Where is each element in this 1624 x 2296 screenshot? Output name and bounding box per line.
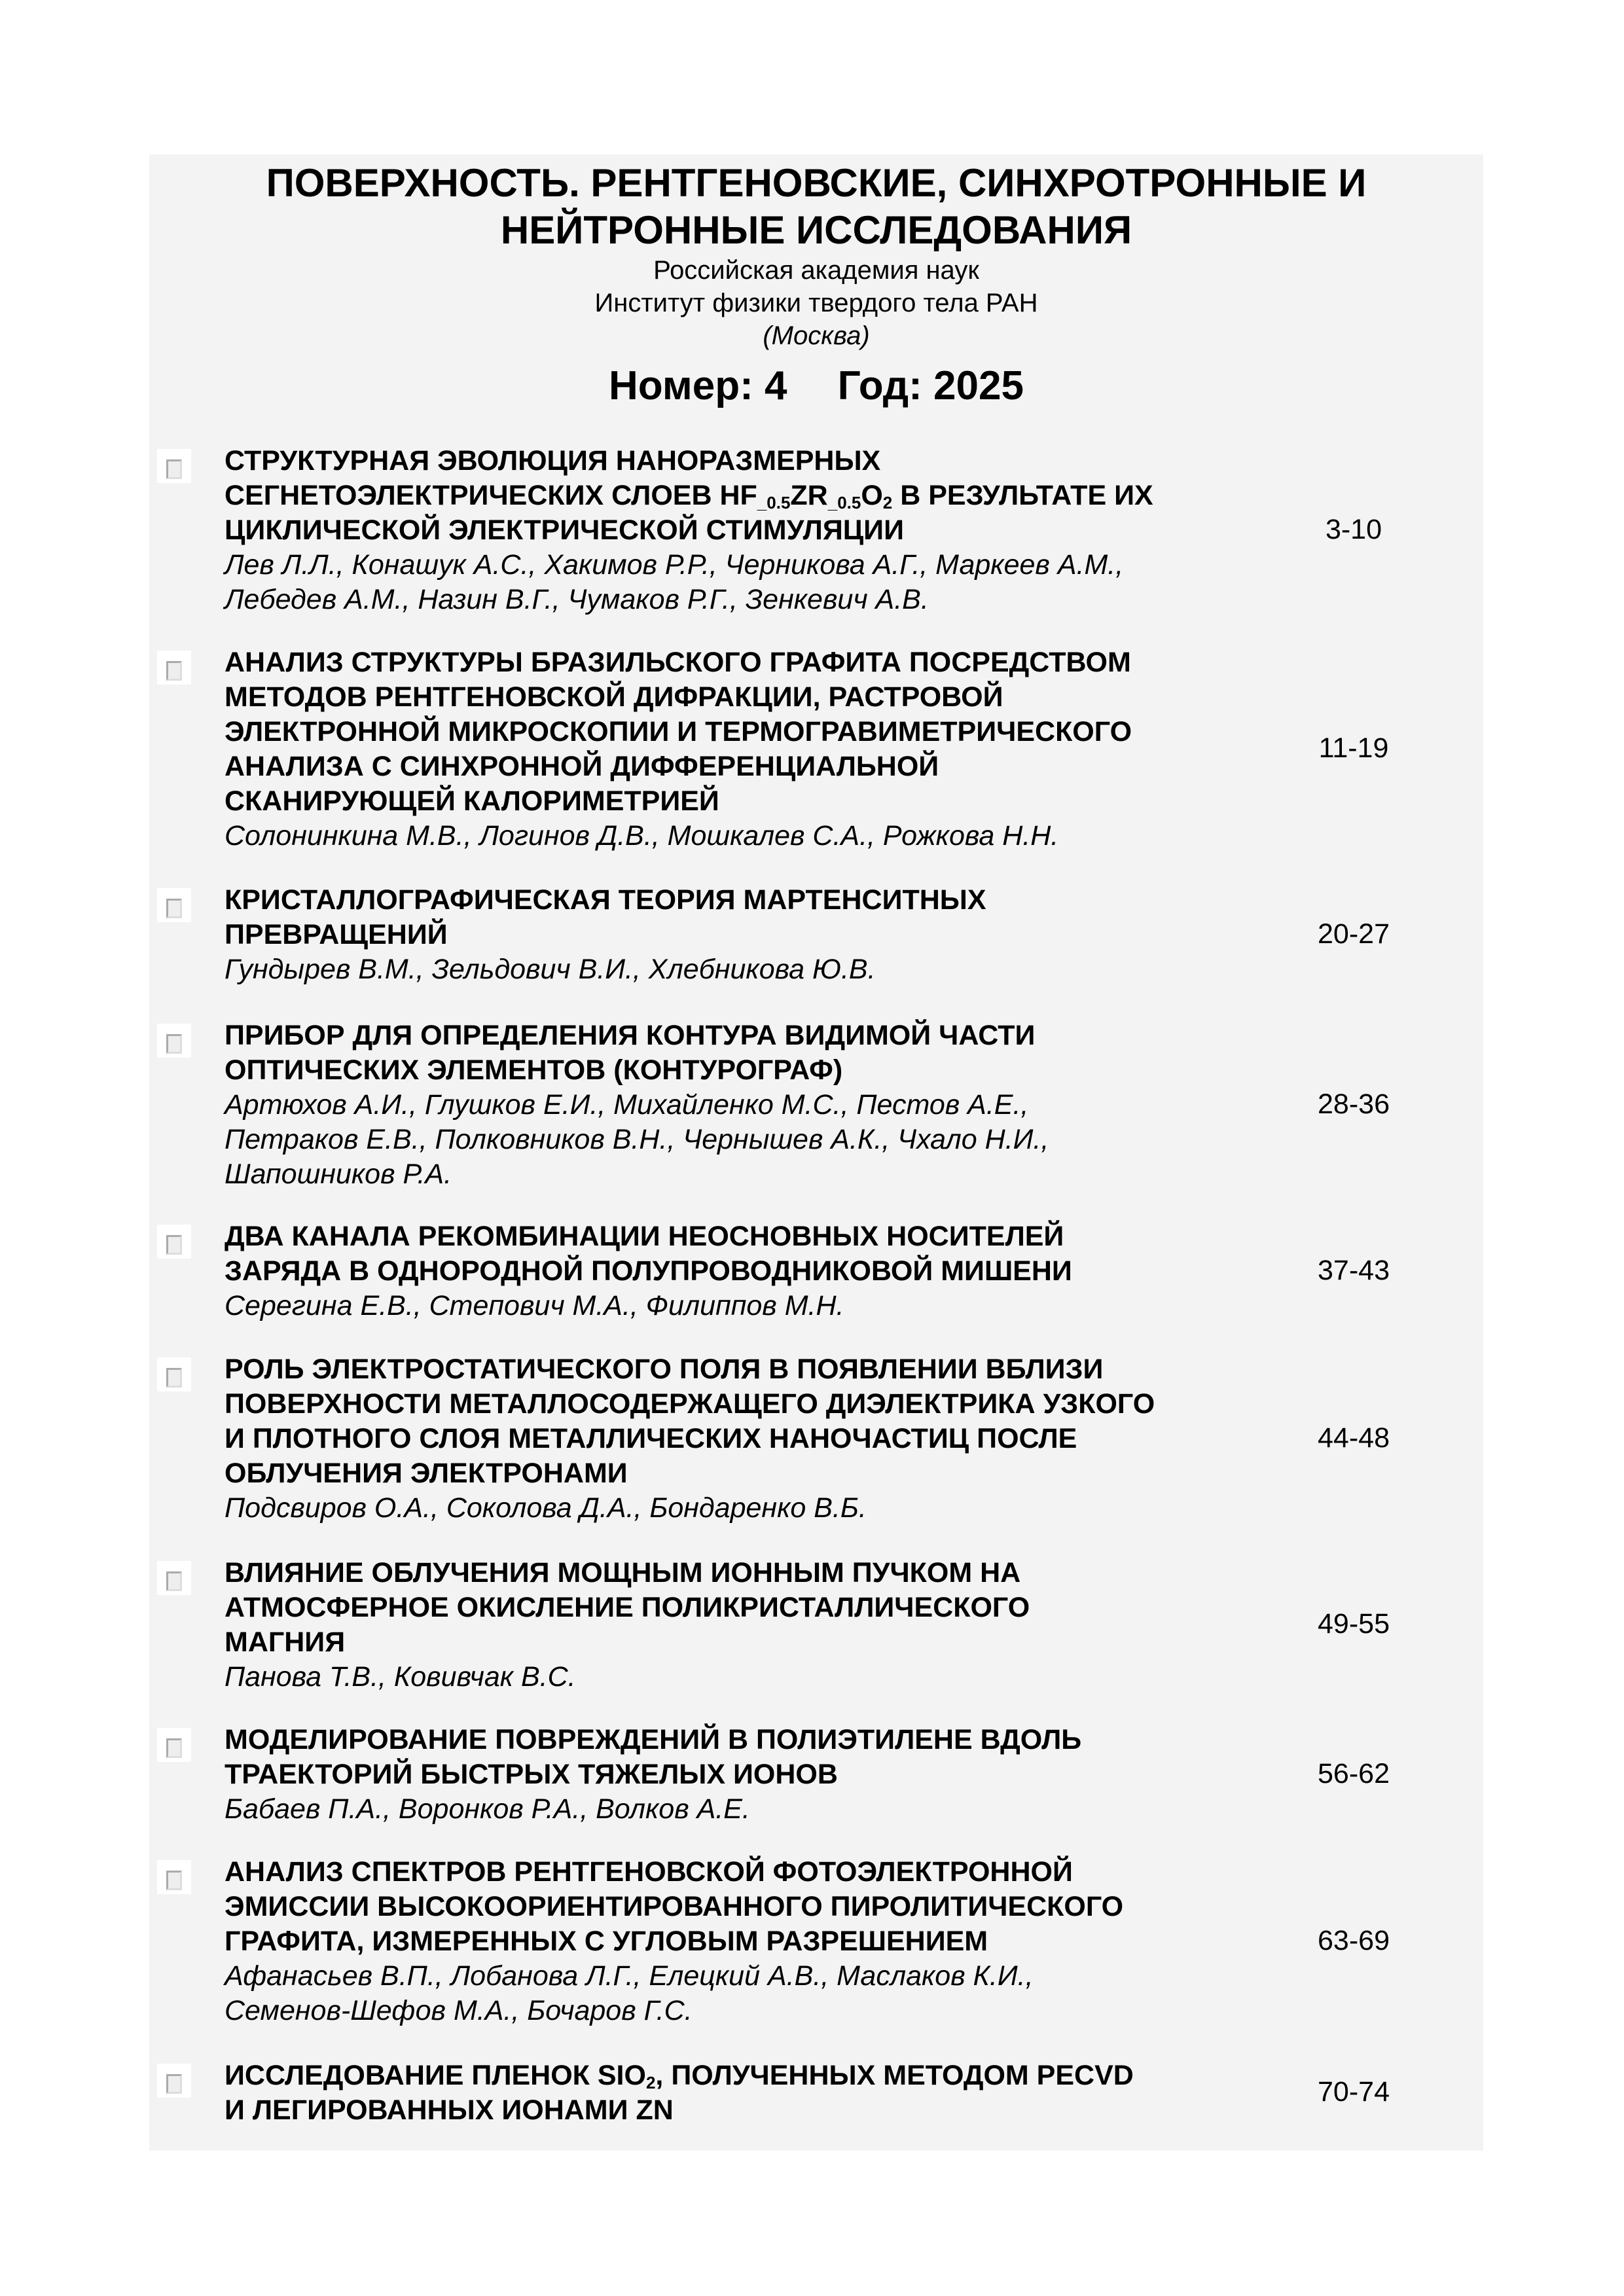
title-text: АНАЛИЗ СТРУКТУРЫ БРАЗИЛЬСКОГО ГРАФИТА ПОСРЕДСТВОМ [225,647,1131,678]
checkbox-icon[interactable] [157,1860,191,1894]
page-range: 56-62 [1318,1757,1390,1789]
title-text: АНАЛИЗА С СИНХРОННОЙ ДИФФЕРЕНЦИАЛЬНОЙ [225,751,939,782]
article-authors: Шапошников Р.А. [225,1158,452,1190]
page-range: 20-27 [1318,918,1390,950]
checkbox-icon[interactable] [157,1357,191,1391]
page-range: 63-69 [1318,1924,1390,1956]
title-line [225,1625,1259,1660]
title-text: И ПЛОТНОГО СЛОЯ МЕТАЛЛИЧЕСКИХ НАНОЧАСТИЦ ПОСЛЕ [225,1423,1077,1454]
title-text: И ЛЕГИРОВАННЫХ ИОНАМИ ZN [225,2094,674,2126]
checkbox-box [166,1368,182,1388]
title-subscript: 2 [645,2073,656,2092]
article-authors: Афанасьев В.П., Лобанова Л.Г., Елецкий А.В., Маслаков К.И., [225,1960,1034,1992]
checkbox-icon[interactable] [157,1024,191,1058]
title-line [225,1924,1259,1959]
title-subscript: 2 [882,493,893,512]
title-line [225,749,1259,784]
checkbox-box [166,1571,182,1591]
checkbox-icon[interactable] [157,449,191,483]
title-line [225,1590,1259,1625]
article-authors: Бабаев П.А., Воронков Р.А., Волков А.Е. [225,1793,750,1825]
title-text: ТРАЕКТОРИЙ БЫСТРЫХ ТЯЖЕЛЫХ ИОНОВ [225,1759,838,1790]
title-line [225,1757,1259,1792]
title-subscript: _0.5 [757,493,791,512]
title-text: АНАЛИЗ СПЕКТРОВ РЕНТГЕНОВСКОЙ ФОТОЭЛЕКТРОННОЙ [225,1856,1073,1888]
checkbox-icon[interactable] [157,1225,191,1259]
title-line [225,1723,1259,1757]
title-line [225,1387,1259,1422]
title-line [225,444,1259,478]
title-text: ДВА КАНАЛА РЕКОМБИНАЦИИ НЕОСНОВНЫХ НОСИТЕЛЕЙ [225,1221,1064,1252]
institute: Институт физики твердого тела РАН [594,289,1038,317]
title-text: ЦИКЛИЧЕСКОЙ ЭЛЕКТРИЧЕСКОЙ СТИМУЛЯЦИИ [225,514,904,546]
title-line [225,1219,1259,1254]
page-range: 11-19 [1318,732,1389,764]
article-title[interactable] [225,645,1259,819]
article-authors: Серегина Е.В., Степович М.А., Филиппов М.Н. [225,1290,844,1321]
title-line [225,1890,1259,1924]
title-text: ПОВЕРХНОСТИ МЕТАЛЛОСОДЕРЖАЩЕГО ДИЭЛЕКТРИКА УЗКОГО [225,1388,1155,1420]
title-line [225,715,1259,749]
checkbox-box [166,459,182,479]
page-range: 37-43 [1318,1254,1390,1286]
title-text: ПРЕВРАЩЕНИЙ [225,919,448,950]
title-line [225,1018,1259,1053]
title-text: В РЕЗУЛЬТАТЕ ИХ [892,480,1153,511]
article-title[interactable] [225,444,1259,548]
title-line [225,2058,1259,2093]
article-authors: Подсвиров О.А., Соколова Д.А., Бондаренко В.Б. [225,1492,867,1524]
title-line [225,1855,1259,1890]
article-title[interactable] [225,2058,1259,2128]
title-line [225,1456,1259,1491]
contents-panel [149,154,1483,2151]
title-line [225,1422,1259,1456]
article-title[interactable] [225,1018,1259,1088]
title-text: ИССЛЕДОВАНИЕ ПЛЕНОК SIO [225,2060,646,2091]
checkbox-box [166,2074,182,2094]
title-text: ЭМИССИИ ВЫСОКООРИЕНТИРОВАННОГО ПИРОЛИТИЧЕСКОГО [225,1891,1124,1922]
title-text: МАГНИЯ [225,1626,346,1658]
title-line [225,1053,1259,1088]
page-range: 49-55 [1318,1608,1390,1640]
title-text: ПРИБОР ДЛЯ ОПРЕДЕЛЕНИЯ КОНТУРА ВИДИМОЙ ЧАСТИ [225,1020,1036,1051]
title-text: O [861,480,883,511]
article-authors: Лев Л.Л., Конашук А.С., Хакимов Р.Р., Черникова А.Г., Маркеев А.М., [225,549,1124,581]
page-range: 44-48 [1318,1422,1390,1454]
checkbox-icon[interactable] [157,1561,191,1595]
checkbox-box [166,1034,182,1054]
article-authors: Петраков Е.В., Полковников В.Н., Чернышев А.К., Чхало Н.И., [225,1124,1049,1155]
checkbox-box [166,1235,182,1255]
article-authors: Лебедев А.М., Назин В.Г., Чумаков Р.Г., Зенкевич А.В. [225,584,929,615]
title-line [225,2093,1259,2128]
title-text: РОЛЬ ЭЛЕКТРОСТАТИЧЕСКОГО ПОЛЯ В ПОЯВЛЕНИИ ВБЛИЗИ [225,1354,1104,1385]
checkbox-icon[interactable] [157,1728,191,1762]
article-authors: Семенов-Шефов М.А., Бочаров Г.С. [225,1995,693,2026]
article-title[interactable] [225,883,1259,952]
title-text: КРИСТАЛЛОГРАФИЧЕСКАЯ ТЕОРИЯ МАРТЕНСИТНЫХ [225,884,986,916]
title-text: ГРАФИТА, ИЗМЕРЕННЫХ С УГЛОВЫМ РАЗРЕШЕНИЕМ [225,1926,988,1957]
title-line [225,478,1259,513]
article-authors: Артюхов А.И., Глушков Е.И., Михайленко М.С., Пестов А.Е., [225,1089,1029,1121]
article-title[interactable] [225,1556,1259,1660]
article-title[interactable] [225,1723,1259,1792]
title-line [225,1556,1259,1590]
checkbox-box [166,899,182,918]
title-text: СТРУКТУРНАЯ ЭВОЛЮЦИЯ НАНОРАЗМЕРНЫХ [225,445,881,476]
checkbox-icon[interactable] [157,2064,191,2098]
city: (Москва) [763,321,870,350]
article-authors: Панова Т.В., Ковивчак В.С. [225,1661,576,1693]
title-subscript: _0.5 [827,493,861,512]
title-text: , ПОЛУЧЕННЫХ МЕТОДОМ PECVD [655,2060,1134,2091]
checkbox-icon[interactable] [157,651,191,685]
checkbox-box [166,1738,182,1758]
journal-title [149,154,1483,352]
page-range: 3-10 [1325,513,1382,545]
title-line [225,784,1259,819]
title-text: ВЛИЯНИЕ ОБЛУЧЕНИЯ МОЩНЫМ ИОННЫМ ПУЧКОМ НА [225,1557,1021,1588]
title-text: ОБЛУЧЕНИЯ ЭЛЕКТРОНАМИ [225,1458,628,1489]
title-text: ЭЛЕКТРОННОЙ МИКРОСКОПИИ И ТЕРМОГРАВИМЕТРИЧЕСКОГО [225,716,1132,747]
title-line [225,918,1259,952]
title-text: МОДЕЛИРОВАНИЕ ПОВРЕЖДЕНИЙ В ПОЛИЭТИЛЕНЕ ВДОЛЬ [225,1724,1082,1755]
article-authors: Гундырев В.М., Зельдович В.И., Хлебникова Ю.В. [225,954,876,985]
title-text: ЗАРЯДА В ОДНОРОДНОЙ ПОЛУПРОВОДНИКОВОЙ МИШЕНИ [225,1255,1072,1287]
article-authors: Солонинкина М.В., Логинов Д.В., Мошкалев С.А., Рожкова Н.Н. [225,820,1059,852]
title-line [225,1352,1259,1387]
title-text: АТМОСФЕРНОЕ ОКИСЛЕНИЕ ПОЛИКРИСТАЛЛИЧЕСКОГО [225,1592,1030,1623]
title-text: СЕГНЕТОЭЛЕКТРИЧЕСКИХ СЛОЕВ HF [225,480,757,511]
title-line [225,883,1259,918]
checkbox-box [166,1871,182,1890]
title-text: МЕТОДОВ РЕНТГЕНОВСКОЙ ДИФРАКЦИИ, РАСТРОВОЙ [225,681,1003,713]
article-title[interactable] [225,1855,1259,1959]
page-range: 70-74 [1318,2076,1390,2108]
article-title[interactable] [225,1352,1259,1491]
article-title[interactable] [225,1219,1259,1289]
journal-title-line-2: НЕЙТРОННЫЕ ИССЛЕДОВАНИЯ [500,208,1132,252]
page-range: 28-36 [1318,1088,1390,1120]
title-text: СКАНИРУЮЩЕЙ КАЛОРИМЕТРИЕЙ [225,785,719,817]
journal-title-line-1: ПОВЕРХНОСТЬ. РЕНТГЕНОВСКИЕ, СИНХРОТРОННЫЕ И [266,161,1367,205]
title-line [225,1254,1259,1289]
title-line [225,513,1259,548]
title-text: ОПТИЧЕСКИХ ЭЛЕМЕНТОВ (КОНТУРОГРАФ) [225,1054,843,1086]
checkbox-icon[interactable] [157,888,191,922]
checkbox-box [166,661,182,681]
publisher: Российская академия наук [653,256,979,285]
issue-number: Номер: 4 [609,363,787,408]
title-line [225,680,1259,715]
title-line [225,645,1259,680]
issue-year: Год: 2025 [837,363,1024,408]
title-text: ZR [790,480,828,511]
issue-info [149,363,1483,409]
